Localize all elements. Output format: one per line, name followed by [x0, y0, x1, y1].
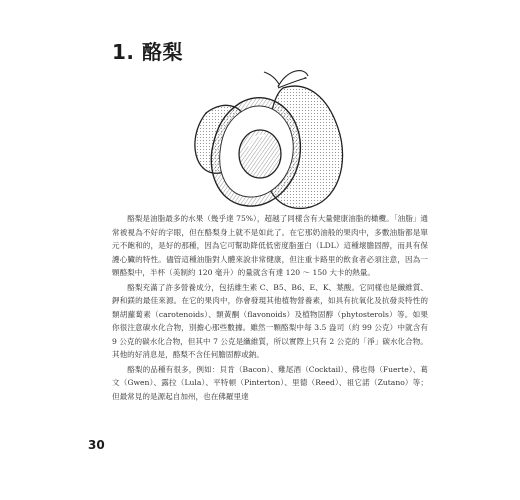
page-title: 1. 酪梨 [112, 40, 183, 64]
paragraph: 酪梨充滿了許多營養成分，包括維生素 C、B5、B6、E、K、葉酸。它同樣也是纖維質、鉀和鎂的最佳來源。在它的果肉中，你會發現其他植物營養素，如具有抗氧化及抗發炎特性的類胡蘿蔔素（carotenoids）、類黃酮（flavonoids）及植物固醇（phytosterols）等。如果你很注意碳水化合物，別擔心那些數據。雖然一顆酪梨中每 3.5 盎司（約 99 公克）中就含有 9 公克的碳水化合物，但其中 7 公克是纖維質，所以實際上只有 2 公克的「淨」碳水化合物。其他的好消息是，酪梨不含任何膽固醇或鈉。 [112, 282, 428, 359]
body-text [112, 212, 428, 404]
paragraph: 酪梨是油脂最多的水果（幾乎達 75%），超越了同樣含有大量健康油脂的橄欖。「油脂」通常被視為不好的字眼，但在酪梨身上就不是如此了。在它那奶油般的果肉中，多數油脂都是單元不飽和的，是好的那種，因為它可幫助降低低密度脂蛋白（LDL）這種壞膽固醇，而具有保護心臟的特性。儘管這種油脂對人體來說非常健康，但注重卡路里的飲食者必須注意，因為一顆酪梨中，半杯（美制約 120 毫升）的量就含有達 120 ～ 150 大卡的熱量。 [112, 214, 428, 277]
page-number: 30 [88, 438, 105, 452]
avocado-illustration [178, 58, 358, 218]
paragraph: 酪梨的品種有很多，例如：貝肯（Bacon）、雞尾酒（Cocktail）、佛也得（Fuerte）、葛文（Gwen）、露拉（Lula）、平特頓（Pinterton）、里德（Reed）、祖它諾（Zutano）等；但最常見的是源起自加州，也在佛羅里達 [112, 364, 428, 401]
